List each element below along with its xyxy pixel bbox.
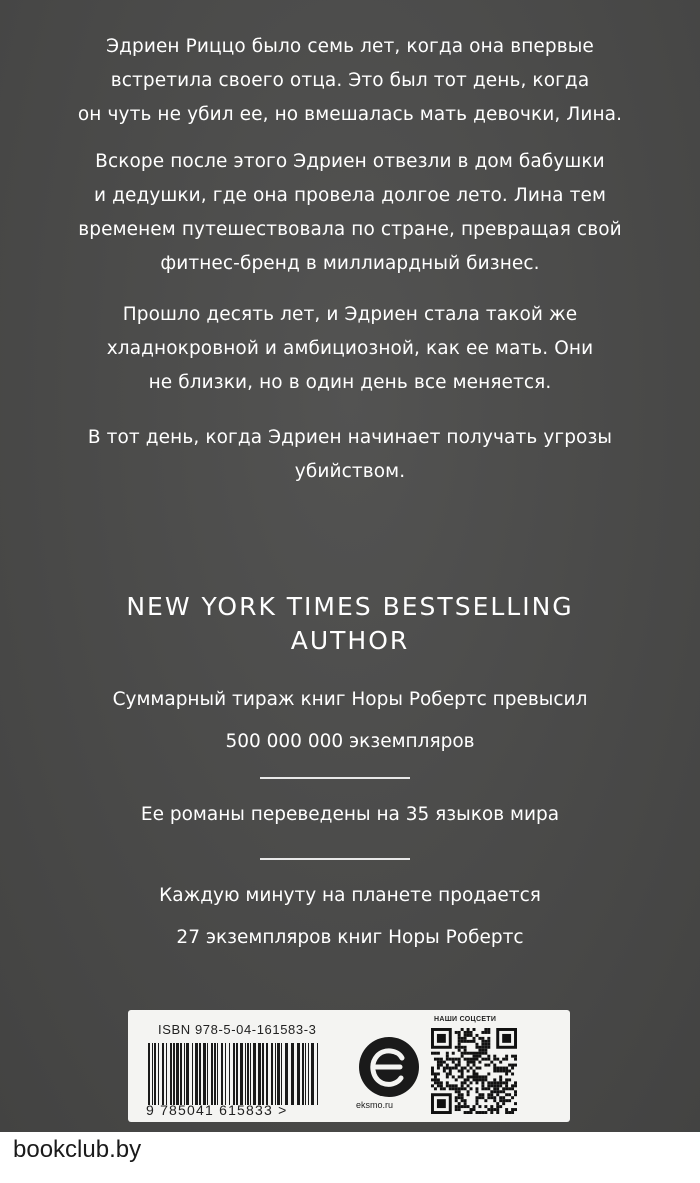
blurb-line: В тот день, когда Эдриен начинает получать угрозы [87, 427, 613, 448]
barcode-bar [214, 1043, 216, 1105]
blurb-line: Прошло десять лет, и Эдриен стала такой же [122, 304, 578, 325]
barcode-bar [302, 1043, 304, 1105]
barcode-bar [271, 1043, 273, 1105]
barcode-bar [184, 1043, 185, 1105]
divider [260, 777, 410, 779]
barcode-bar [317, 1043, 318, 1105]
barcode-bar [245, 1043, 246, 1105]
blurb-line: временем путешествовала по стране, превращая свой [78, 219, 622, 240]
barcode-bar [247, 1043, 249, 1105]
blurb-paragraph-3 [40, 298, 660, 400]
barcode-bar [305, 1043, 306, 1105]
fact-line: 500 000 000 экземпляров [225, 731, 475, 752]
barcode-bar [176, 1043, 179, 1105]
publisher-site: eksmo.ru [356, 1100, 394, 1110]
barcode-bar [281, 1043, 282, 1105]
barcode [148, 1043, 323, 1105]
blurb-line: и дедушки, где она провела долгое лето. Лина тем [93, 185, 607, 206]
fact-languages [40, 797, 660, 833]
blurb-line: Эдриен Риццо было семь лет, когда она впервые [106, 36, 594, 57]
barcode-bar [308, 1043, 309, 1105]
barcode-panel [128, 1010, 570, 1122]
barcode-bar [180, 1043, 182, 1105]
barcode-bar [225, 1043, 226, 1105]
fact-circulation [40, 682, 660, 760]
barcode-bar [277, 1043, 280, 1105]
barcode-bar [240, 1043, 243, 1105]
barcode-bar [211, 1043, 213, 1105]
fact-line: Каждую минуту на планете продается [159, 885, 541, 906]
barcode-bar [207, 1043, 208, 1105]
barcode-bar [236, 1043, 238, 1105]
barcode-bar [221, 1043, 223, 1105]
barcode-digits: 9 785041 615833 > [146, 1102, 288, 1118]
blurb-paragraph-1 [40, 30, 660, 132]
divider [260, 858, 410, 860]
watermark-site: bookclub.by [13, 1136, 142, 1163]
isbn-text: ISBN 978-5-04-161583-3 [158, 1022, 317, 1037]
blurb-line: хладнокровной и амбициозной, как ее мать. Они [106, 338, 594, 359]
barcode-bar [275, 1043, 276, 1105]
barcode-bar [195, 1043, 198, 1105]
qr-label: НАШИ СОЦСЕТИ [434, 1016, 497, 1023]
bestselling-author-headline [40, 590, 660, 658]
blurb-line: убийством. [294, 461, 406, 482]
qr-code-icon [431, 1028, 517, 1114]
barcode-bar [192, 1043, 193, 1105]
blurb-line: встретила своего отца. Это был тот день, когда [110, 70, 590, 91]
barcode-bar [166, 1043, 167, 1105]
blurb-line: фитнес-бренд в миллиардный бизнес. [160, 253, 540, 274]
barcode-bar [311, 1043, 314, 1105]
fact-line: 27 экземпляров книг Норы Робертс [176, 927, 524, 948]
barcode-bar [285, 1043, 288, 1105]
barcode-bar [291, 1043, 294, 1105]
barcode-bar [233, 1043, 235, 1105]
barcode-bar [253, 1043, 256, 1105]
headline-line: AUTHOR [290, 626, 410, 655]
barcode-bar [173, 1043, 175, 1105]
fact-line: Суммарный тираж книг Норы Робертс превысил [112, 689, 588, 710]
blurb-paragraph-4 [40, 421, 660, 489]
barcode-bar [170, 1043, 172, 1105]
blurb-line: он чуть не убил ее, но вмешалась мать девочки, Лина. [77, 104, 623, 125]
barcode-bar [186, 1043, 189, 1105]
barcode-bar [258, 1043, 261, 1105]
barcode-bar [152, 1043, 153, 1105]
fact-per-minute [40, 878, 660, 956]
fact-line: Ее романы переведены на 35 языков мира [140, 804, 560, 825]
barcode-bar [148, 1043, 150, 1105]
eksmo-logo-icon [358, 1036, 420, 1098]
headline-line: NEW YORK TIMES BESTSELLING [126, 592, 574, 621]
barcode-bar [266, 1043, 268, 1105]
barcode-bar [203, 1043, 206, 1105]
barcode-bar [297, 1043, 300, 1105]
blurb-paragraph-2 [40, 145, 660, 281]
barcode-bar [217, 1043, 218, 1105]
blurb-line: Вскоре после этого Эдриен отвезли в дом бабушки [95, 151, 605, 172]
barcode-bar [262, 1043, 264, 1105]
barcode-bar [250, 1043, 251, 1105]
barcode-bar [199, 1043, 201, 1105]
barcode-bar [154, 1043, 156, 1105]
barcode-bar [229, 1043, 230, 1105]
barcode-bar [162, 1043, 164, 1105]
barcode-bar [158, 1043, 159, 1105]
blurb-line: не близки, но в один день все меняется. [148, 372, 552, 393]
